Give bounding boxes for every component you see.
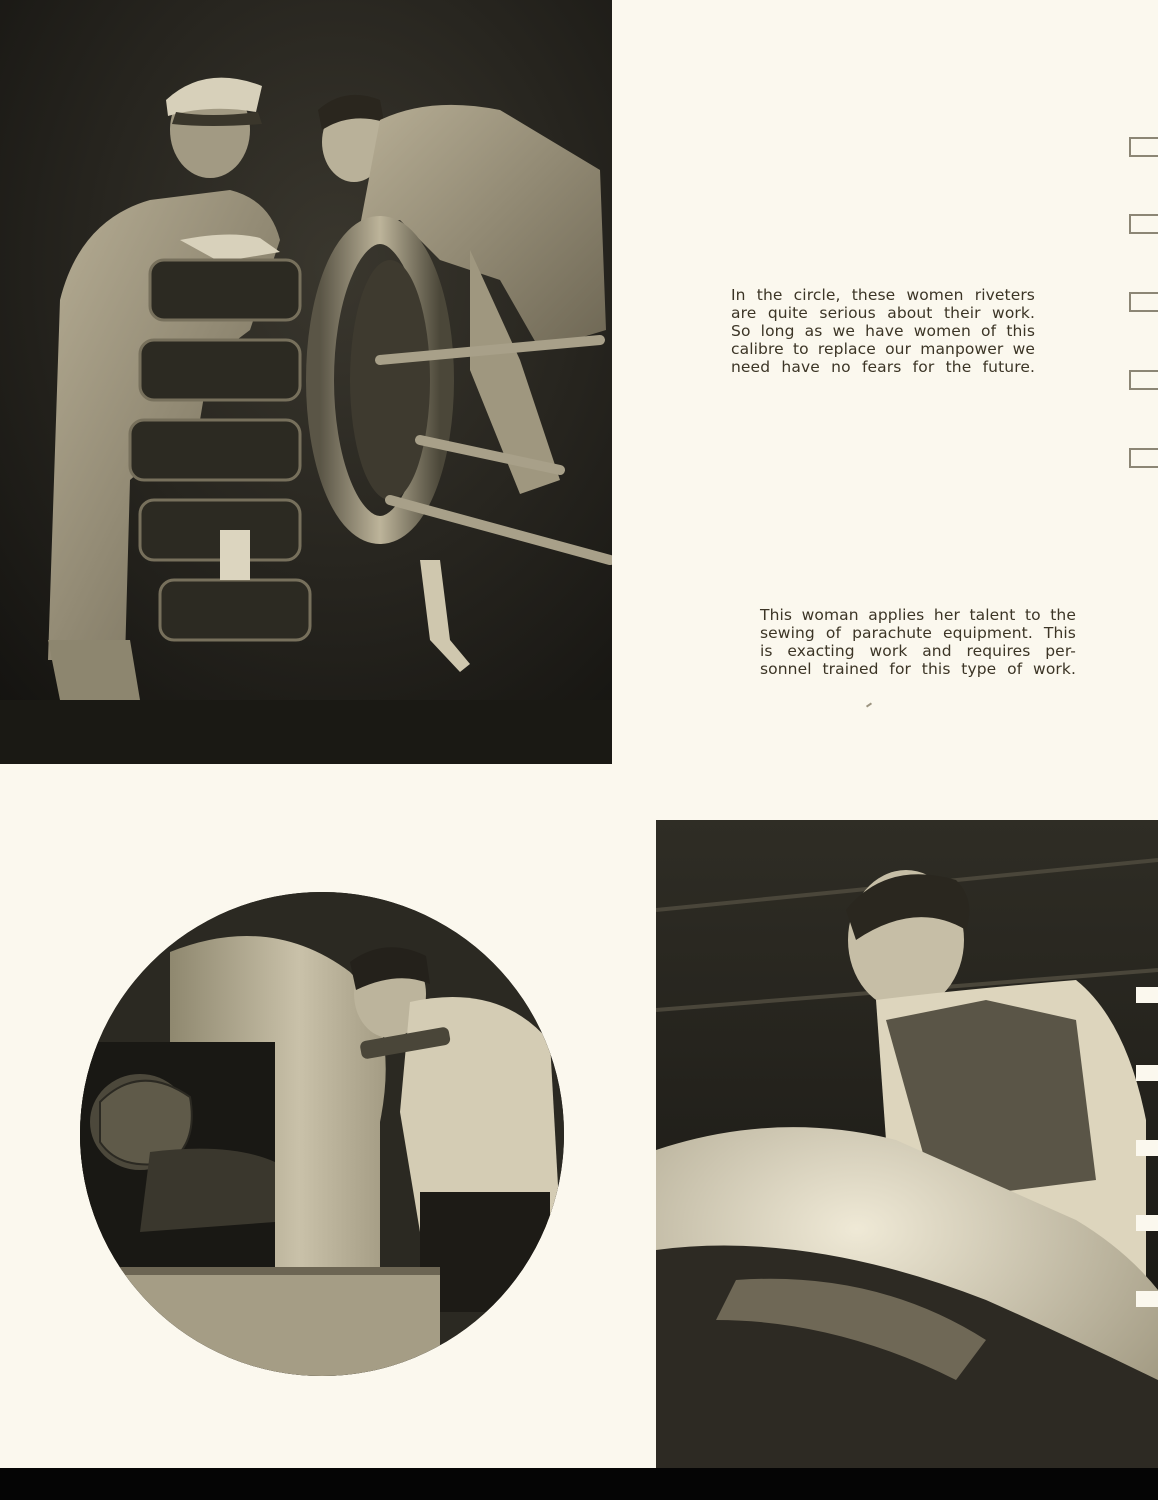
binding-hole xyxy=(1126,369,1158,389)
engine-workers-illustration xyxy=(0,0,612,764)
riveters-circle-photo xyxy=(80,892,564,1376)
riveters-caption-line: So long as we have women of this xyxy=(731,322,1035,340)
riveters-caption xyxy=(731,286,1035,376)
binding-hole xyxy=(1134,1288,1158,1308)
riveters-caption-line: are quite serious about their work. xyxy=(731,304,1035,322)
parachute-caption xyxy=(760,606,1076,678)
parachute-sewing-illustration xyxy=(656,820,1158,1468)
binding-hole xyxy=(1126,213,1158,233)
paper-speck xyxy=(866,702,872,707)
parachute-caption-line: sonnel trained for this type of work. xyxy=(760,660,1076,678)
binding-hole xyxy=(1126,291,1158,311)
binding-hole xyxy=(1126,136,1158,156)
parachute-caption-line: is exacting work and requires per- xyxy=(760,642,1076,660)
riveters-caption-line: calibre to replace our manpower we xyxy=(731,340,1035,358)
riveters-caption-line: need have no fears for the future. xyxy=(731,358,1035,376)
riveters-caption-line: In the circle, these women riveters xyxy=(731,286,1035,304)
binding-hole xyxy=(1134,984,1158,1004)
parachute-caption-line: This woman applies her talent to the xyxy=(760,606,1076,624)
engine-workers-photo xyxy=(0,0,612,764)
riveters-illustration xyxy=(80,892,564,1376)
scan-edge xyxy=(0,1468,1158,1500)
binding-hole xyxy=(1134,1137,1158,1157)
parachute-caption-line: sewing of parachute equipment. This xyxy=(760,624,1076,642)
binding-hole xyxy=(1126,447,1158,467)
binding-hole xyxy=(1134,1212,1158,1232)
parachute-sewing-photo xyxy=(656,820,1158,1468)
binding-hole xyxy=(1134,1062,1158,1082)
